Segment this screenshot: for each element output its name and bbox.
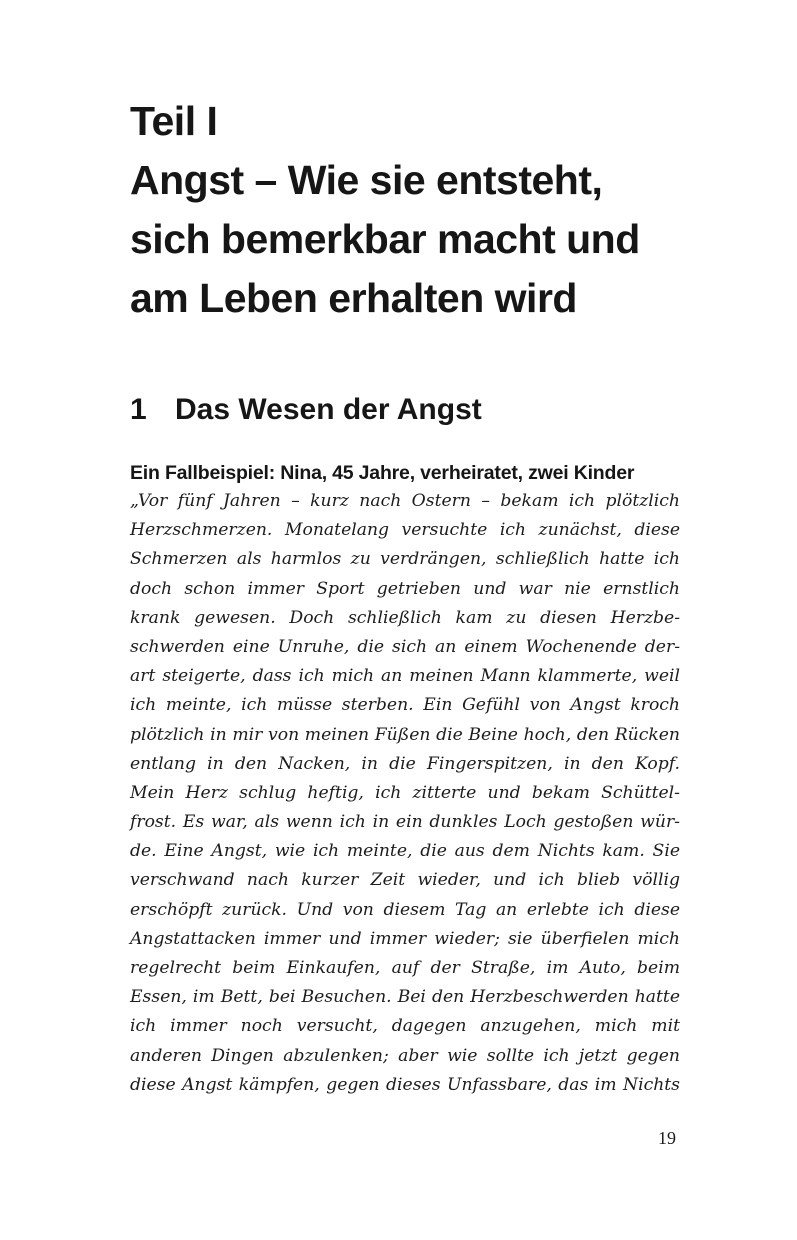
text-line: anderen Dingen abzulenken; aber wie sollte ich jetzt gegen (130, 1045, 680, 1066)
text-line: frost. Es war, als wenn ich in ein dunkles Loch gestoßen wür- (130, 812, 680, 833)
text-line: verschwand nach kurzer Zeit wieder, und ich blieb völlig (130, 870, 680, 891)
text-line: Angstattacken immer und immer wieder; sie überfielen mich (130, 928, 680, 949)
text-line: de. Eine Angst, wie ich meinte, die aus dem Nichts kam. Sie (130, 841, 680, 862)
text-line: ich immer noch versucht, dagegen anzugehen, mich mit (130, 1016, 680, 1037)
text-line: schwerden eine Unruhe, die sich an einem Wochenende der- (130, 636, 680, 657)
text-line: Mein Herz schlug heftig, ich zitterte und bekam Schüttel- (130, 782, 680, 803)
part-title-line: am Leben erhalten wird (130, 275, 577, 321)
text-line: plötzlich in mir von meinen Füßen die Beine hoch, den Rücken (130, 724, 680, 745)
text-line: doch schon immer Sport getrieben und war nie ernstlich (130, 578, 680, 599)
case-study-heading: Ein Fallbeispiel: Nina, 45 Jahre, verheiratet, zwei Kinder (130, 462, 635, 484)
chapter-title: Das Wesen der Angst (175, 393, 482, 426)
text-line: Herzschmerzen. Monatelang versuchte ich zunächst, diese (130, 520, 680, 541)
text-line: regelrecht beim Einkaufen, auf der Straße, im Auto, beim (130, 958, 680, 978)
part-label: Teil I (130, 98, 218, 144)
text-line: art steigerte, dass ich mich an meinen Mann klammerte, weil (130, 666, 680, 687)
part-title (130, 92, 730, 328)
text-line: „Vor fünf Jahren – kurz nach Ostern – bekam ich plötzlich (130, 491, 680, 511)
part-title-line: Angst – Wie sie entsteht, (130, 157, 603, 203)
text-line: Schmerzen als harmlos zu verdrängen, schließlich hatte ich (130, 549, 680, 570)
text-line: entlang in den Nacken, in die Fingerspitzen, in den Kopf. (130, 753, 680, 774)
case-study-quote (130, 487, 680, 1100)
chapter-number: 1 (130, 393, 147, 426)
text-line: ich meinte, ich müsse sterben. Ein Gefühl von Angst kroch (130, 695, 680, 716)
part-title-line: sich bemerkbar macht und (130, 216, 640, 262)
text-line: erschöpft zurück. Und von diesem Tag an erlebte ich diese (130, 899, 680, 920)
text-line: Essen, im Bett, bei Besuchen. Bei den Herzbeschwerden hatte (130, 987, 680, 1008)
text-line: diese Angst kämpfen, gegen dieses Unfassbare, das im Nichts (130, 1074, 680, 1095)
page-number: 19 (658, 1128, 676, 1148)
chapter-heading (130, 390, 482, 430)
text-line: krank gewesen. Doch schließlich kam zu diesen Herzbe- (130, 607, 680, 628)
